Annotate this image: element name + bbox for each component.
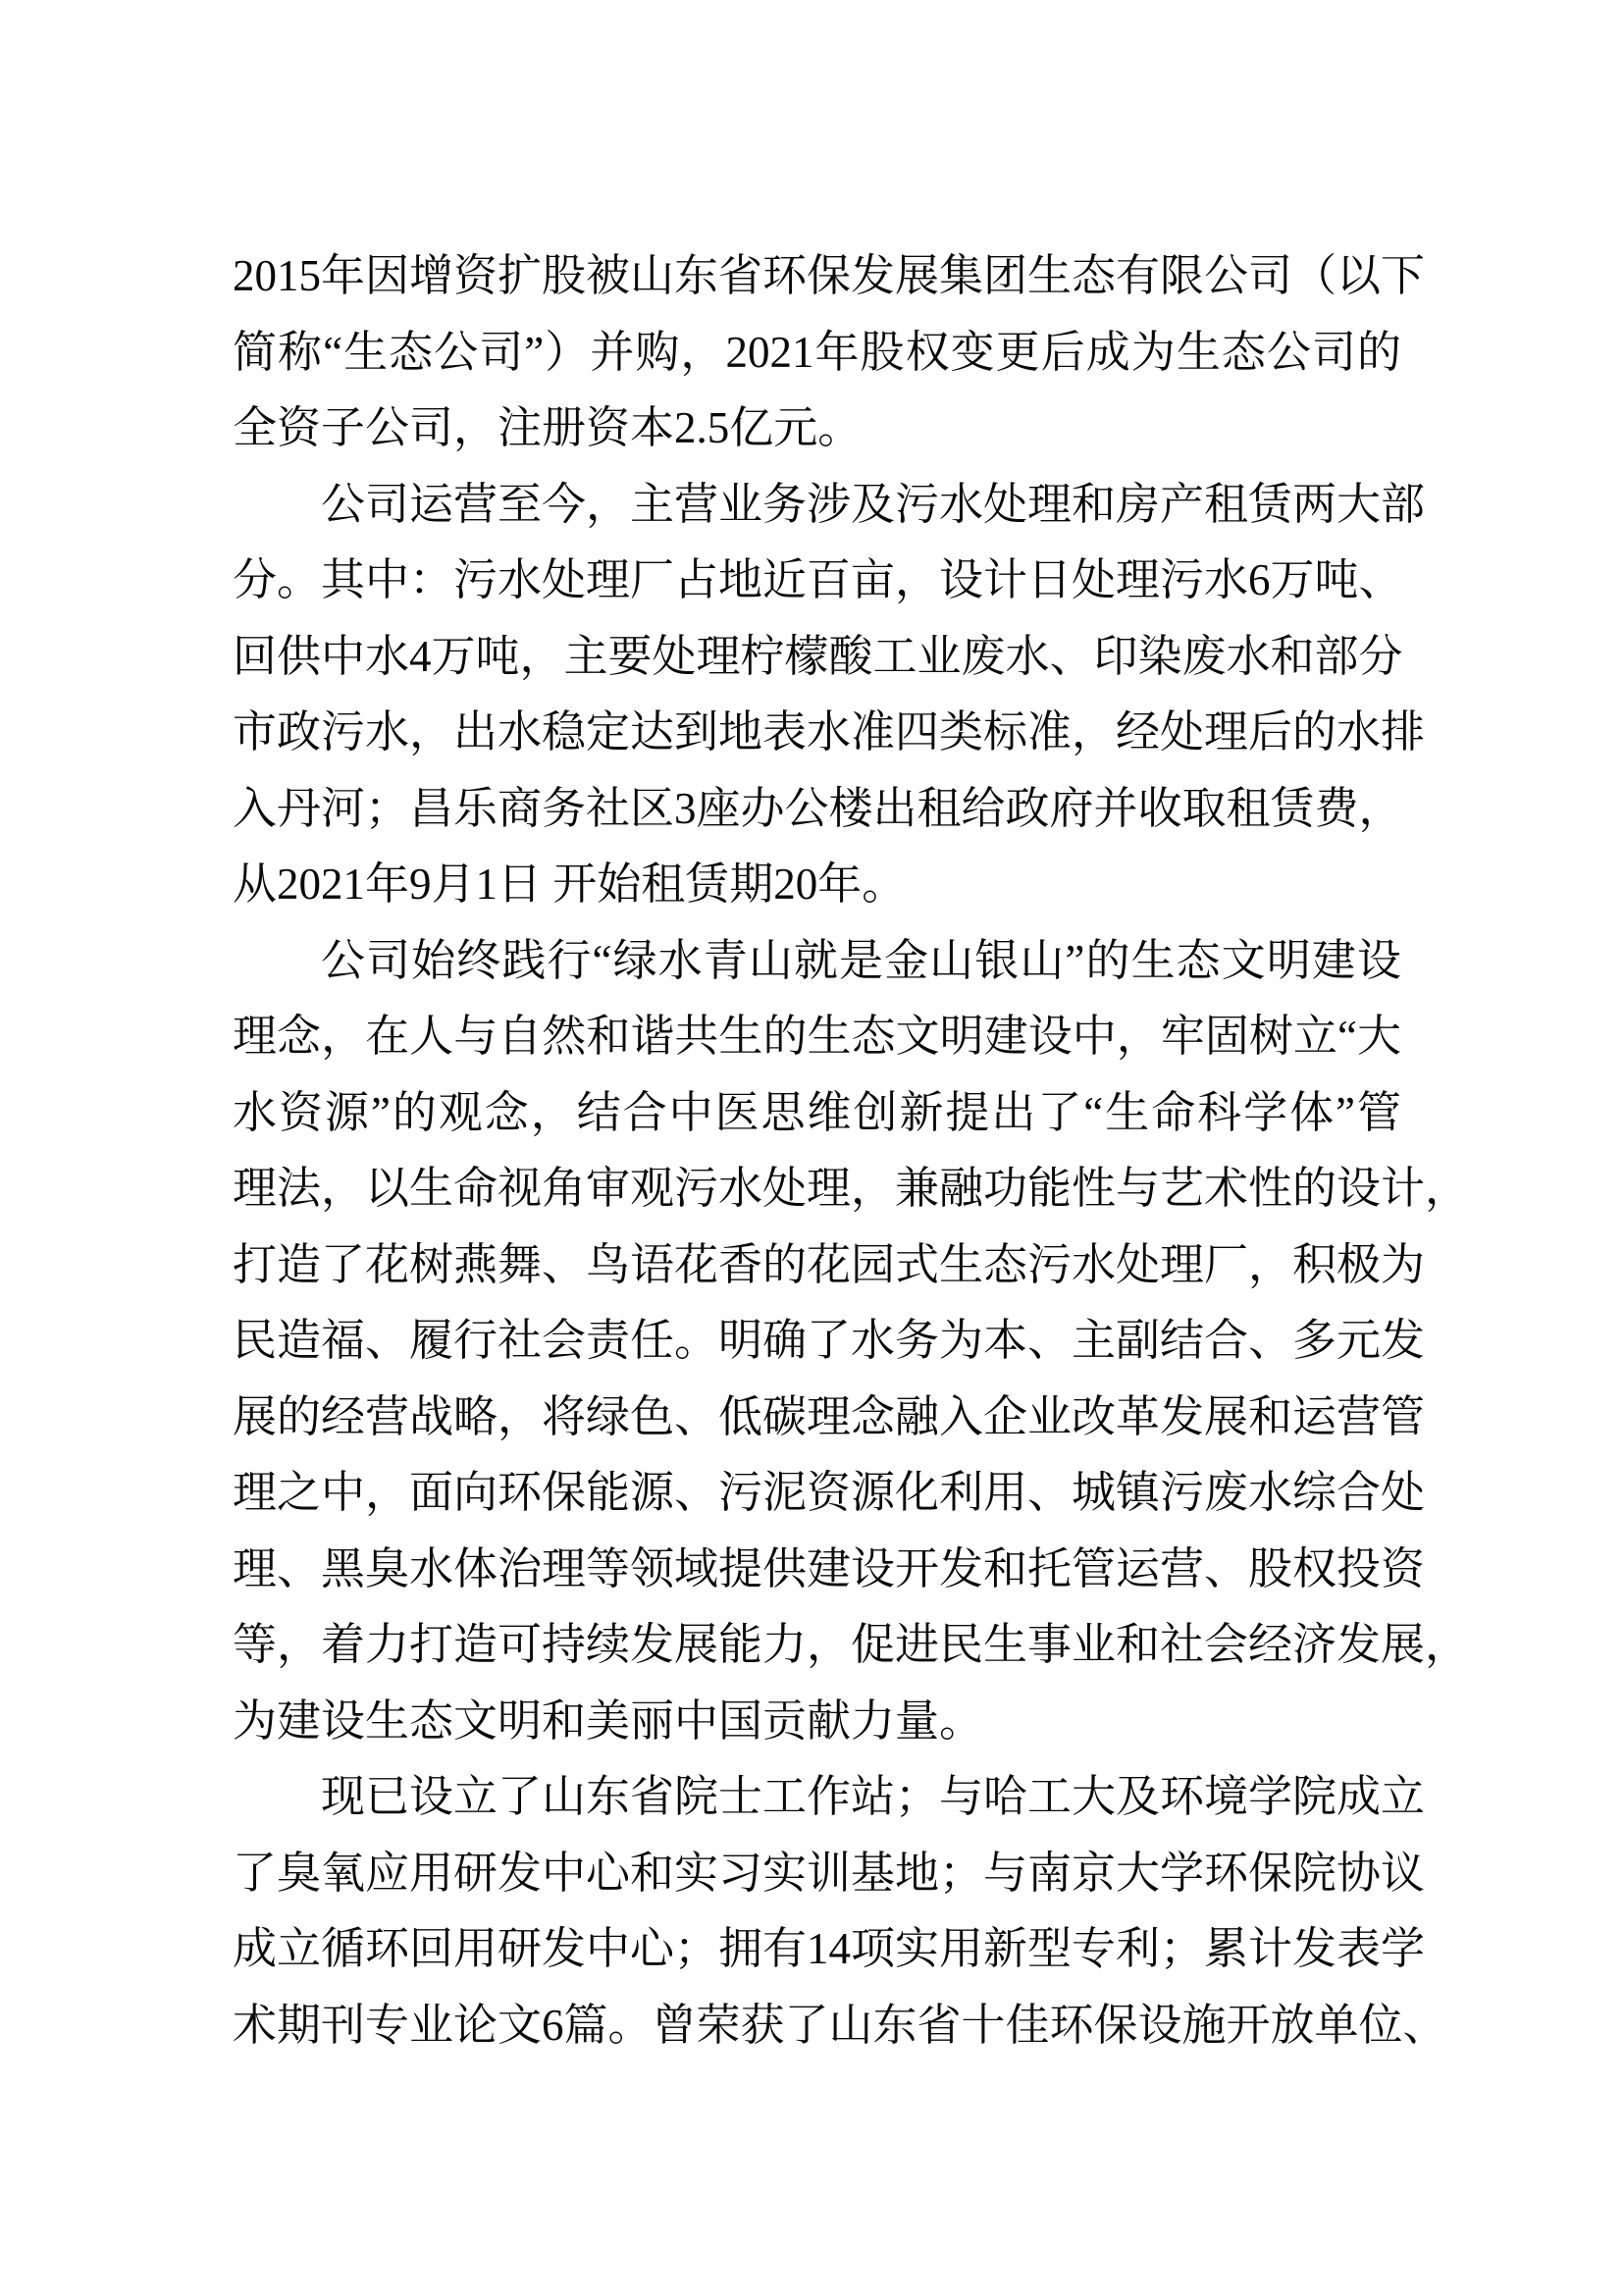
text-line: 公司始终践行“绿水青山就是金山银山”的生态文明建设 [321, 935, 1401, 985]
text-line: 全资子公司，注册资本2.5亿元。 [233, 403, 863, 452]
text-line: 现已设立了山东省院士工作站；与哈工大及环境学院成立 [321, 1772, 1426, 1821]
text-line: 理之中，面向环保能源、污泥资源化利用、城镇污废水综合处 [233, 1468, 1426, 1517]
text-line: 成立循环回用研发中心；拥有14项实用新型专利；累计发表学 [233, 1924, 1426, 1973]
text-line: 为建设生态文明和美丽中国贡献力量。 [233, 1695, 984, 1746]
text-line: 展的经营战略，将绿色、低碳理念融入企业改革发展和运营管 [233, 1391, 1426, 1441]
text-line: 2015年因增资扩股被山东省环保发展集团生态有限公司（以下 [233, 251, 1426, 300]
text-line: 回供中水4万吨，主要处理柠檬酸工业废水、印染废水和部分 [233, 631, 1403, 681]
text-line: 分。其中：污水处理厂占地近百亩，设计日处理污水6万吨、 [233, 555, 1403, 604]
text-line: 打造了花树燕舞、鸟语花香的花园式生态污水处理厂，积极为 [233, 1239, 1426, 1289]
text-line: 水资源”的观念，结合中医思维创新提出了“生命科学体”管 [233, 1087, 1401, 1137]
text-line: 从2021年9月1日 开始租赁期20年。 [233, 860, 907, 909]
text-line: 理、黑臭水体治理等领域提供建设开发和托管运营、股权投资 [233, 1543, 1426, 1593]
text-line: 理念，在人与自然和谐共生的生态文明建设中，牢固树立“大 [233, 1012, 1401, 1061]
text-line: 理法，以生命视角审观污水处理，兼融功能性与艺术性的设计， [233, 1164, 1470, 1213]
text-line: 等，着力打造可持续发展能力，促进民生事业和社会经济发展， [233, 1620, 1470, 1669]
text-line: 民造福、履行社会责任。明确了水务为本、主副结合、多元发 [233, 1316, 1426, 1365]
body-text [233, 238, 1470, 2063]
text-line: 了臭氧应用研发中心和实习实训基地；与南京大学环保院协议 [233, 1848, 1426, 1898]
text-line: 术期刊专业论文6篇。曾荣获了山东省十佳环保设施开放单位、 [233, 2000, 1447, 2050]
text-line: 简称“生态公司”）并购，2021年股权变更后成为生态公司的 [233, 327, 1401, 377]
text-line: 公司运营至今，主营业务涉及污水处理和房产租赁两大部 [321, 479, 1426, 529]
text-line: 入丹河；昌乐商务社区3座办公楼出租给政府并收取租赁费， [233, 783, 1403, 833]
text-line: 市政污水，出水稳定达到地表水准四类标准，经处理后的水排 [233, 707, 1426, 756]
